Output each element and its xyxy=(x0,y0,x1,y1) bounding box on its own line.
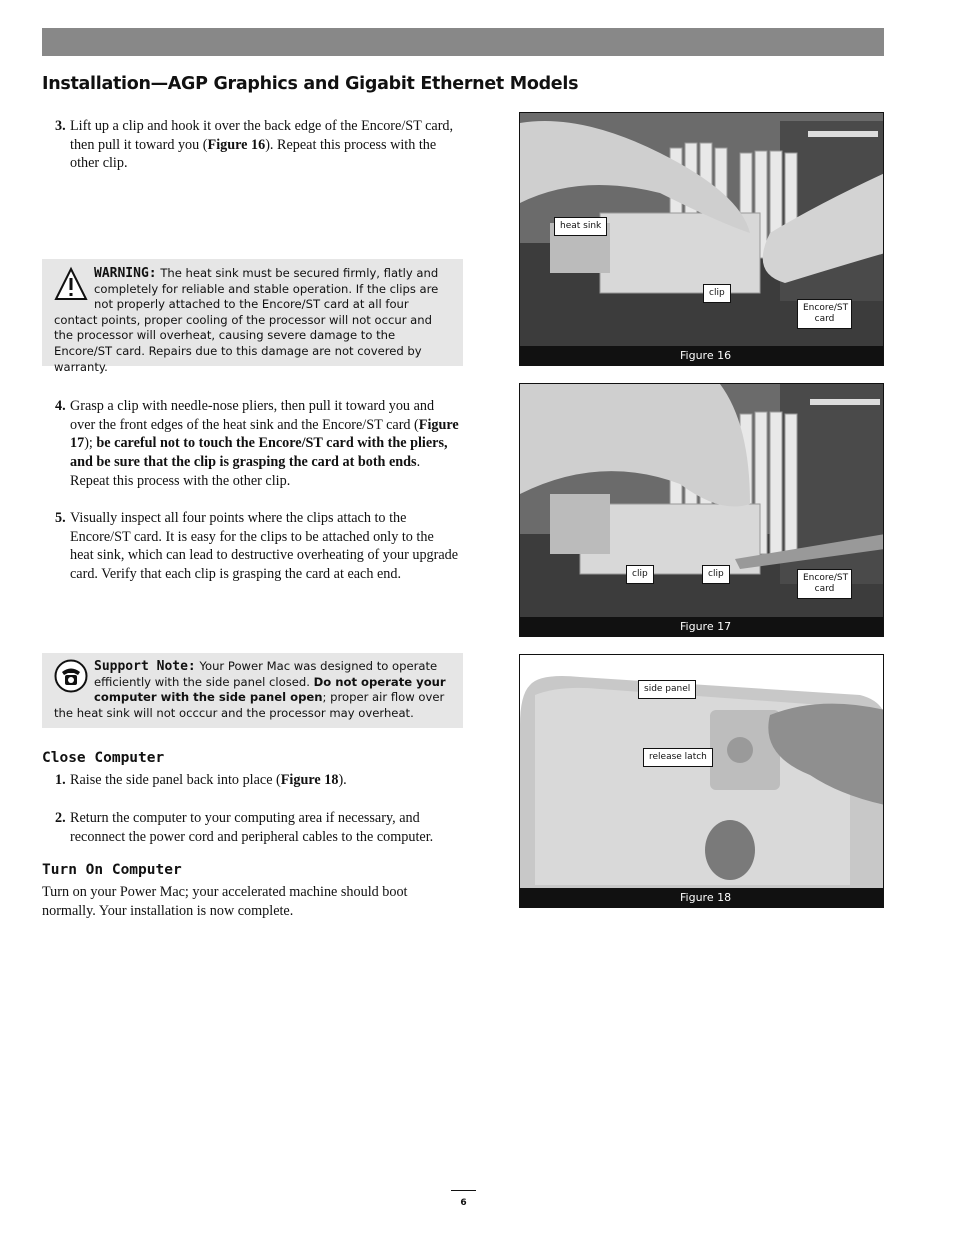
step-number: 4. xyxy=(55,398,66,414)
step-5 xyxy=(55,509,460,584)
warning-text: The heat sink must be secured firmly, flatly and completely for reliable and stable operation. If the clips are not properly attached to the Encore/ST card at all four contact points, proper cooling of the processor will not occur and the processor will overheat, causing severe damage to the Encore/ST card. Repairs due to this damage are not covered by warranty. xyxy=(54,266,439,374)
page-title: Installation—AGP Graphics and Gigabit Ethernet Models xyxy=(42,74,579,94)
turn-on-text: Turn on your Power Mac; your accelerated machine should boot normally. Your installation is now complete. xyxy=(42,884,408,919)
support-bold-text: Do not operate your computer with the side panel open xyxy=(94,674,446,705)
phone-support-icon xyxy=(54,659,88,693)
figure-18 xyxy=(519,654,884,908)
figure-caption: Figure 16 xyxy=(520,346,883,365)
support-text-1: Your Power Mac was designed to operate efficiently with the side panel closed. xyxy=(94,659,438,689)
step-number: 1. xyxy=(55,772,66,788)
step-number: 5. xyxy=(55,510,66,526)
callout-encore-st-card: Encore/ST card xyxy=(797,299,852,329)
support-text-2: ; proper air flow over the heat sink will not occcur and the processor may overheat. xyxy=(54,690,445,720)
callout-clip-right: clip xyxy=(702,565,730,584)
page-number-rule xyxy=(451,1190,476,1191)
callout-clip-left: clip xyxy=(626,565,654,584)
support-note xyxy=(42,653,463,728)
callout-encore-st-card: Encore/ST card xyxy=(797,569,852,599)
callout-side-panel: side panel xyxy=(638,680,696,699)
figure-17 xyxy=(519,383,884,637)
close-step-2 xyxy=(55,809,460,846)
callout-release-latch: release latch xyxy=(643,748,713,767)
support-heading: Support Note: xyxy=(94,659,196,674)
step-number: 2. xyxy=(55,810,66,826)
step-3 xyxy=(55,117,460,173)
warning-note xyxy=(42,259,463,374)
callout-heat-sink: heat sink xyxy=(554,217,607,236)
figure-17-photo xyxy=(520,384,884,637)
step-text: Lift up a clip and hook it over the back edge of the Encore/ST card, then pull it toward you (Figure 16). Repeat this process with the other clip. xyxy=(70,118,454,172)
figure-16 xyxy=(519,112,884,366)
turn-on-heading: Turn On Computer xyxy=(42,862,182,878)
warning-heading: WARNING: xyxy=(94,266,157,281)
page-number: 6 xyxy=(460,1198,467,1208)
step-text: Return the computer to your computing area if necessary, and reconnect the power cord and peripheral cables to the computer. xyxy=(70,810,434,845)
figure-18-photo xyxy=(520,655,884,908)
step-text: Grasp a clip with needle-nose pliers, then pull it toward you and over the front edges of the heat sink and the Encore/ST card (Figure 17); be careful not to touch the Encore/ST card with the pliers, and be sure that the clip is grasping the card at both ends. Repeat this process with the other clip. xyxy=(70,398,459,489)
close-step-1 xyxy=(55,771,460,790)
step-4 xyxy=(55,397,460,491)
step-text: Visually inspect all four points where the clips attach to the Encore/ST card. It is easy for the clips to be attached only to the heat sink, which can lead to destructive overheating of your upgrade card. Verify that each clip is grasping the card at each end. xyxy=(70,510,459,583)
header-bar xyxy=(42,28,884,56)
callout-clip: clip xyxy=(703,284,731,303)
step-number: 3. xyxy=(55,118,66,134)
step-text: Raise the side panel back into place (Figure 18). xyxy=(70,772,347,788)
figure-caption: Figure 18 xyxy=(520,888,883,907)
figure-caption: Figure 17 xyxy=(520,617,883,636)
warning-icon xyxy=(54,266,88,300)
close-computer-heading: Close Computer xyxy=(42,750,165,766)
